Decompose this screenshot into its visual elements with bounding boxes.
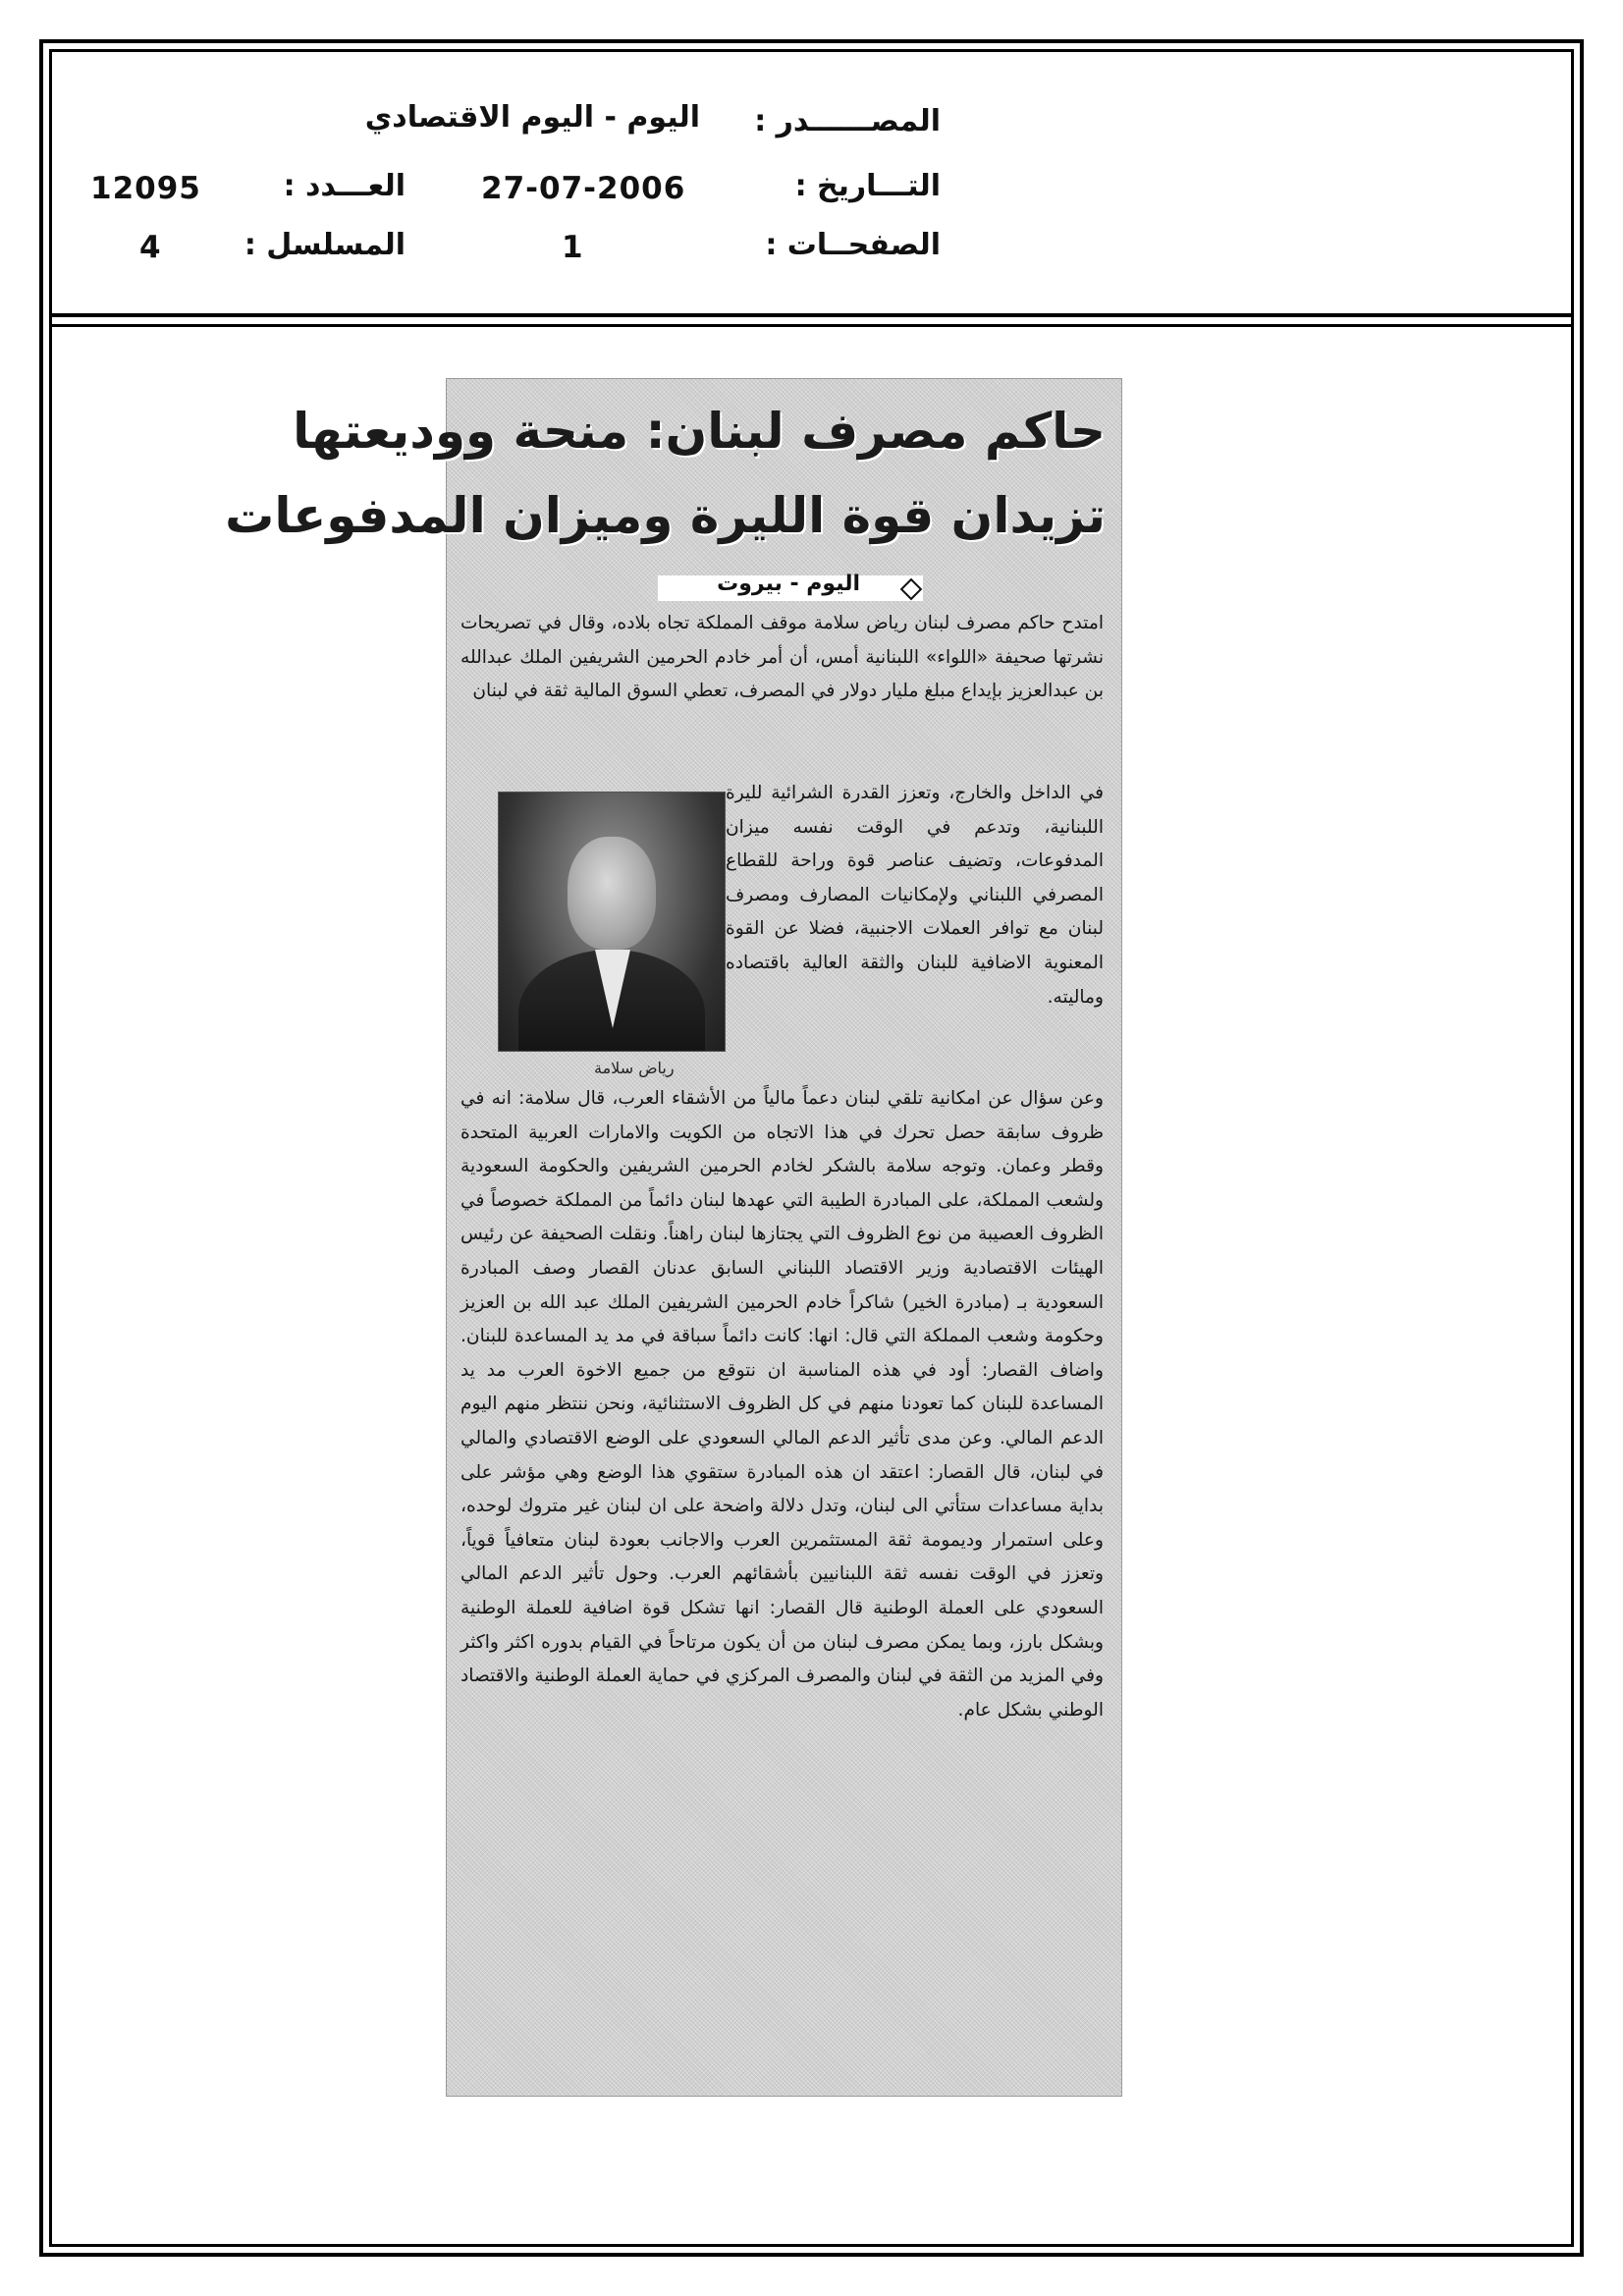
headline-line-1: حاكم مصرف لبنان: منحة ووديعتها <box>293 403 1106 460</box>
source-value: اليوم - اليوم الاقتصادي <box>364 100 700 135</box>
article-body-beside-photo: في الداخل والخارج، وتعزز القدرة الشرائية لليرة اللبنانية، وتدعم في الوقت نفسه ميزان المدفوعات، وتضيف عناصر قوة وراحة للقطاع المصرفي اللبناني ولإمكانيات المصارف ومصرف لبنان مع توافر العملات الاجنبية، فضلا عن القوة المعنوية الاضافية للبنان والثقة العالية باقتصاده وماليته. <box>726 783 1104 1008</box>
date-label: التـــاريخ : <box>794 169 941 203</box>
pages-label: الصفحــات : <box>765 228 941 262</box>
date-value: 27-07-2006 <box>481 171 686 206</box>
serial-label: المسلسل : <box>243 228 406 262</box>
dateline: اليوم - بيروت <box>717 572 860 596</box>
photo-caption: رياض سلامة <box>594 1059 675 1077</box>
portrait-photo <box>498 792 726 1052</box>
serial-value: 4 <box>139 230 162 265</box>
issue-label: العـــدد : <box>283 169 406 203</box>
newspaper-clipping <box>225 378 1122 2097</box>
article-body-intro: امتدح حاكم مصرف لبنان رياض سلامة موقف المملكة تجاه بلاده، وقال في تصريحات نشرتها صحيفة «اللواء» اللبنانية أمس، أن أمر خادم الحرمين الشريفين الملك عبدالله بن عبدالعزيز بإيداع مبلغ مليار دولار في المصرف، تعطي السوق المالية ثقة في لبنان <box>460 613 1104 702</box>
headline-line-2: تزيدان قوة الليرة وميزان المدفوعات <box>225 487 1106 544</box>
article-body-main: وعن سؤال عن امكانية تلقي لبنان دعماً مالياً من الأشقاء العرب، قال سلامة: انه في ظروف سابقة حصل تحرك في هذا الاتجاه من الكويت والامارات العربية المتحدة وقطر وعمان. وتوجه سلامة بالشكر لخادم الحرمين الشريفين والحكومة السعودية ولشعب المملكة، على المبادرة الطيبة التي عهدها لبنان دائماً من المملكة خصوصاً في الظروف العصيبة من نوع الظروف التي يجتازها لبنان راهناً. ونقلت الصحيفة عن رئيس الهيئات الاقتصادية وزير الاقتصاد اللبناني السابق عدنان القصار وصف المبادرة السعودية بـ (مبادرة الخير) شاكراً خادم الحرمين الشريفين الملك عبد الله بن العزيز وحكومة وشعب المملكة التي قال: انها: كانت دائماً سباقة في مد يد المساعدة للبنان. واضاف القصار: أود في هذه المناسبة ان نتوقع من جميع الاخوة العرب مد يد المساعدة للبنان كما تعودنا منهم في كل الظروف الاستثنائية، ونحن ننتظر منهم اليوم الدعم المالي. وعن مدى تأثير الدعم المالي السعودي على الوضع الاقتصادي والمالي في لبنان، قال القصار: اعتقد ان هذه المبادرة ستقوي هذا الوضع وهي مؤشر على بداية مساعدات ستأتي الى لبنان، وتدل دلالة واضحة على ان لبنان غير متروك لوحده، وعلى استمرار وديمومة ثقة المستثمرين العرب والاجانب بعودة لبنان متعافياً قوياً، وتعزز في الوقت نفسه ثقة اللبنانيين بأشقائهم العرب. وحول تأثير الدعم المالي السعودي على العملة الوطنية قال القصار: انها تشكل قوة اضافية للعملة الوطنية وبشكل بارز، وبما يمكن مصرف لبنان من أن يكون مرتاحاً في القيام بدوره اكثر واكثر وفي المزيد من الثقة في لبنان والمصرف المركزي في حماية العملة الوطنية والاقتصاد الوطني بشكل عام. <box>460 1088 1104 1721</box>
pages-value: 1 <box>562 230 584 265</box>
source-label: المصــــــدر : <box>754 104 941 138</box>
issue-value: 12095 <box>90 171 201 206</box>
header-separator <box>49 324 1574 327</box>
